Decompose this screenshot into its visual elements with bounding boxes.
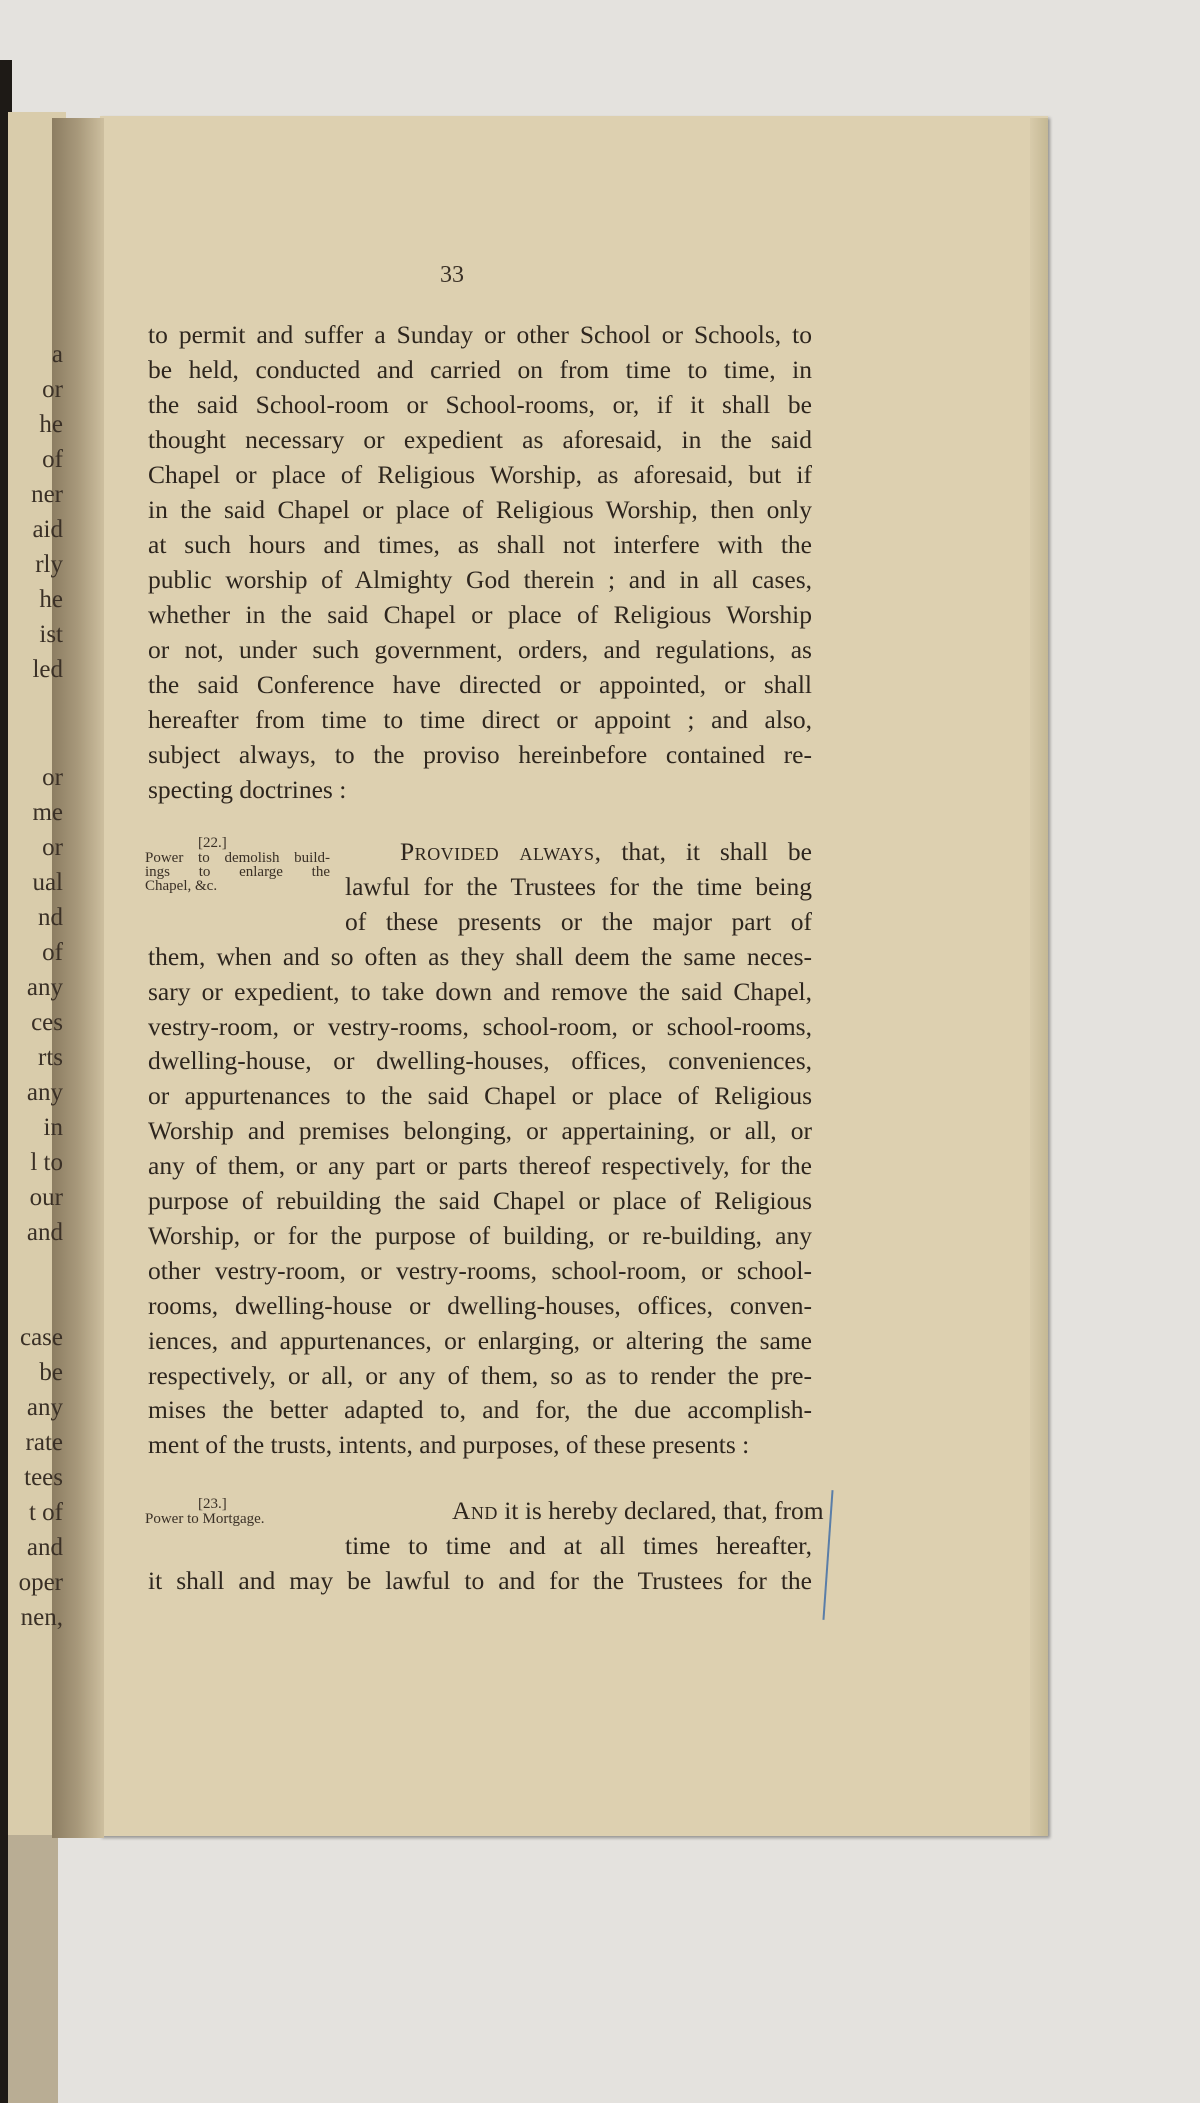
facing-page-fragment: rate xyxy=(25,1429,63,1456)
text-line: to permit and suffer a Sunday or other School or Schools, to xyxy=(148,320,812,349)
text-line: it shall and may be lawful to and for the Trustees for the xyxy=(148,1566,812,1595)
text-line: Worship and premises belonging, or appertaining, or all, or xyxy=(148,1116,812,1146)
text-line: other vestry-room, or vestry-rooms, school-room, or school- xyxy=(148,1255,812,1285)
facing-page-fragment: led xyxy=(32,656,63,683)
text-line xyxy=(400,835,812,869)
facing-page-fragment: nd xyxy=(38,904,63,931)
facing-page-fragment: and xyxy=(26,1219,63,1246)
text-line xyxy=(452,1494,824,1528)
text-line: at such hours and times, as shall not interfere with the xyxy=(148,530,812,559)
facing-page-fragment: ces xyxy=(31,1009,63,1036)
facing-page-fragment: our xyxy=(29,1184,63,1211)
text-line: purpose of rebuilding the said Chapel or place of Religious xyxy=(148,1186,812,1215)
facing-page-fragment: oper xyxy=(18,1569,63,1596)
text-line: iences, and appurtenances, or enlarging, or altering the same xyxy=(148,1325,812,1355)
facing-page-fragment: rly xyxy=(35,551,63,578)
margin-note-number: [22.] xyxy=(198,835,227,851)
facing-page-shadow xyxy=(8,1835,58,2103)
text-line: in the said Chapel or place of Religious Worship, then only xyxy=(148,495,812,524)
facing-page-fragment: or xyxy=(42,764,63,791)
small-caps-lead: Provided always, xyxy=(400,837,602,866)
margin-note-line: Power to demolish build- xyxy=(145,850,330,866)
text-line: rooms, dwelling-house or dwelling-houses, offices, conven- xyxy=(148,1290,812,1320)
facing-page-fragment: me xyxy=(32,799,63,826)
text-line: thought necessary or expedient as aforesaid, in the said xyxy=(148,425,812,454)
facing-page-fragment: he xyxy=(39,411,63,438)
page-number: 33 xyxy=(440,262,464,288)
text-line: them, when and so often as they shall deem the same neces- xyxy=(148,941,812,971)
text-line: Worship, or for the purpose of building, or re-building, any xyxy=(148,1220,812,1250)
text-line: whether in the said Chapel or place of Religious Worship xyxy=(148,600,812,629)
text-line: dwelling-house, or dwelling-houses, offices, conveniences, xyxy=(148,1046,812,1076)
facing-page-fragment: a xyxy=(51,341,63,368)
page-edge xyxy=(1030,118,1048,1836)
text-line: be held, conducted and carried on from time to time, in xyxy=(148,355,812,384)
margin-note-line: Power to Mortgage. xyxy=(145,1511,265,1527)
text-line: any of them, or any part or parts thereof respectively, for the xyxy=(148,1151,812,1181)
facing-page-fragment: l to xyxy=(30,1149,63,1176)
text-line: hereafter from time to time direct or appoint ; and also, xyxy=(148,705,812,734)
text-line: specting doctrines : xyxy=(148,775,347,804)
text-line: subject always, to the proviso hereinbefore contained re- xyxy=(148,740,812,769)
margin-note-number: [23.] xyxy=(198,1496,227,1512)
text-line: or not, under such government, orders, and regulations, as xyxy=(148,635,812,664)
facing-page-fragment: tees xyxy=(24,1464,63,1491)
facing-page-fragment: ist xyxy=(39,621,63,648)
text-line: respectively, or all, or any of them, so as to render the pre- xyxy=(148,1360,812,1390)
text-line: the said Conference have directed or appointed, or shall xyxy=(148,670,812,699)
text-line: or appurtenances to the said Chapel or place of Religious xyxy=(148,1081,812,1111)
facing-page-fragment: t of xyxy=(28,1499,63,1526)
text-line: mises the better adapted to, and for, the due accomplish- xyxy=(148,1395,812,1425)
text-line: Chapel or place of Religious Worship, as aforesaid, but if xyxy=(148,460,812,489)
line-text: that, it shall be xyxy=(601,837,813,866)
facing-page-fragment: ual xyxy=(32,869,63,896)
text-line: of these presents or the major part of xyxy=(345,906,812,936)
facing-page-fragment: case xyxy=(19,1324,63,1351)
text-line: lawful for the Trustees for the time being xyxy=(345,871,812,901)
facing-page-fragment: or xyxy=(42,834,63,861)
facing-page-fragment: be xyxy=(39,1359,63,1386)
margin-note-line: ings to enlarge the xyxy=(145,864,330,880)
facing-page-fragment: of xyxy=(42,939,63,966)
text-line: time to time and at all times hereafter, xyxy=(345,1531,812,1560)
text-line: public worship of Almighty God therein ; and in all cases, xyxy=(148,565,812,594)
facing-page-fragment: of xyxy=(42,446,63,473)
text-line: the said School-room or School-rooms, or, if it shall be xyxy=(148,390,812,419)
facing-page-fragment: ner xyxy=(31,481,63,508)
margin-note-line: Chapel, &c. xyxy=(145,878,218,894)
text-line: vestry-room, or vestry-rooms, school-room, or school-rooms, xyxy=(148,1011,812,1041)
line-text: it is hereby declared, that, from xyxy=(497,1496,824,1525)
facing-page-fragment: rts xyxy=(38,1044,63,1071)
facing-page-fragment: in xyxy=(43,1114,63,1141)
facing-page-fragment: nen, xyxy=(20,1604,63,1631)
facing-page-fragment: any xyxy=(26,974,63,1001)
facing-page-fragment: any xyxy=(26,1394,63,1421)
small-caps-lead: And xyxy=(452,1496,498,1525)
text-line: sary or expedient, to take down and remove the said Chapel, xyxy=(148,976,812,1006)
facing-page-fragment: aid xyxy=(32,516,63,543)
facing-page-fragment: he xyxy=(39,586,63,613)
facing-page-fragment: any xyxy=(26,1079,63,1106)
facing-page-fragment: and xyxy=(26,1534,63,1561)
text-line: ment of the trusts, intents, and purposes, of these presents : xyxy=(148,1430,750,1460)
facing-page-fragment: or xyxy=(42,376,63,403)
